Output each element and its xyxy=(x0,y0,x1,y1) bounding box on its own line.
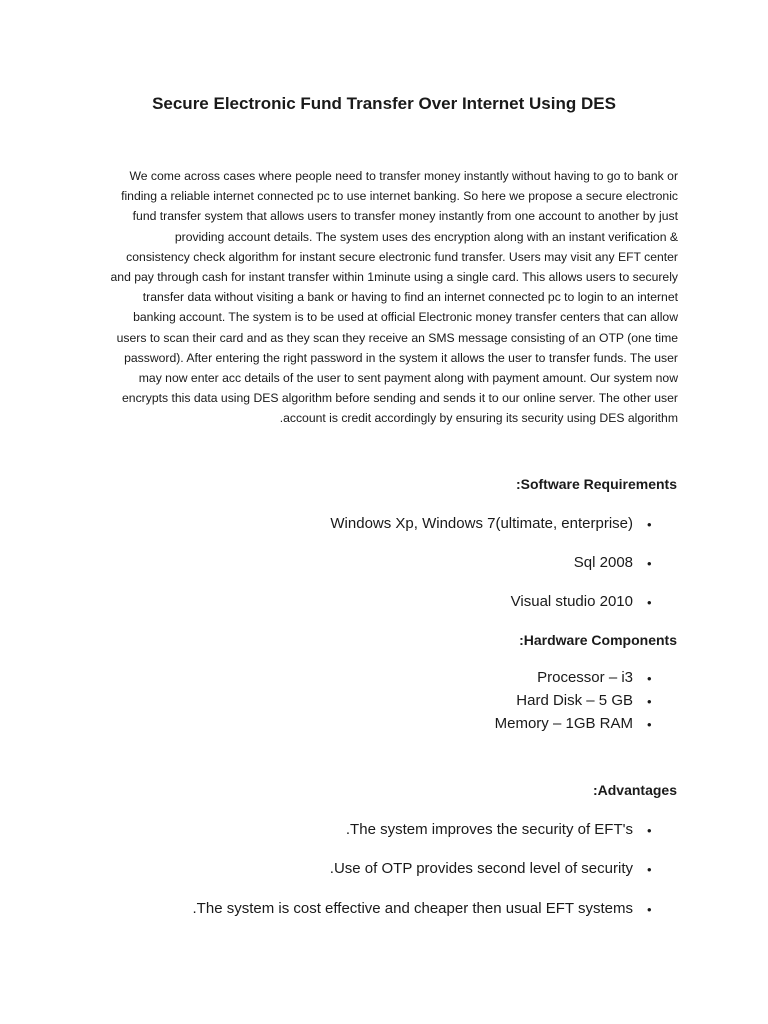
document-title: Secure Electronic Fund Transfer Over Internet Using DES xyxy=(152,94,616,113)
abstract-line: finding a reliable internet connected pc to use internet banking. So here we propose a secure electronic xyxy=(121,189,678,204)
bullet-icon: • xyxy=(647,517,652,532)
abstract-line: .account is credit accordingly by ensuring its security using DES algorithm xyxy=(279,411,678,426)
advantage-item: .Use of OTP provides second level of security xyxy=(329,860,633,877)
advantage-item: .The system improves the security of EFT's xyxy=(345,821,633,838)
software-item: Visual studio 2010 xyxy=(510,593,633,610)
software-requirements-heading: :Software Requirements xyxy=(515,476,677,492)
bullet-icon: • xyxy=(647,902,652,917)
bullet-icon: • xyxy=(647,862,652,877)
bullet-icon: • xyxy=(647,823,652,838)
advantages-heading: :Advantages xyxy=(592,782,677,798)
software-item: Sql 2008 xyxy=(573,554,633,571)
hardware-item: Processor – i3 xyxy=(537,669,633,686)
abstract-line: users to scan their card and as they scan they receive an SMS message consisting of an OTP (one time xyxy=(116,330,678,345)
abstract-line: and pay through cash for instant transfer within 1minute using a single card. This allows users to securely xyxy=(110,270,678,285)
abstract-line: fund transfer system that allows users to transfer money instantly from one account to another by just xyxy=(132,209,678,224)
bullet-icon: • xyxy=(647,717,652,732)
abstract-line: banking account. The system is to be used at official Electronic money transfer centers that can allow xyxy=(133,310,678,325)
abstract-line: encrypts this data using DES algorithm before sending and sends it to our online server. The other user xyxy=(122,391,678,406)
advantage-item: .The system is cost effective and cheaper then usual EFT systems xyxy=(192,900,633,917)
bullet-icon: • xyxy=(647,595,652,610)
abstract-line: consistency check algorithm for instant secure electronic fund transfer. Users may visit any EFT center xyxy=(126,249,678,264)
bullet-icon: • xyxy=(647,694,652,709)
abstract-line: may now enter acc details of the user to sent payment along with payment amount. Our system now xyxy=(138,371,678,386)
abstract-line: providing account details. The system uses des encryption along with an instant verification & xyxy=(174,229,678,244)
abstract-line: transfer data without visiting a bank or having to find an internet connected pc to login to an internet xyxy=(142,290,678,305)
bullet-icon: • xyxy=(647,671,652,686)
hardware-item: Hard Disk – 5 GB xyxy=(516,692,633,709)
bullet-icon: • xyxy=(647,556,652,571)
abstract-line: password). After entering the right password in the system it allows the user to transfer funds. The user xyxy=(124,350,678,365)
hardware-item: Memory – 1GB RAM xyxy=(494,715,633,732)
abstract-paragraph xyxy=(60,166,678,429)
hardware-components-heading: :Hardware Components xyxy=(519,632,677,648)
software-item: Windows Xp, Windows 7(ultimate, enterprise) xyxy=(330,515,633,532)
abstract-line: We come across cases where people need to transfer money instantly without having to go to bank or xyxy=(129,169,678,183)
